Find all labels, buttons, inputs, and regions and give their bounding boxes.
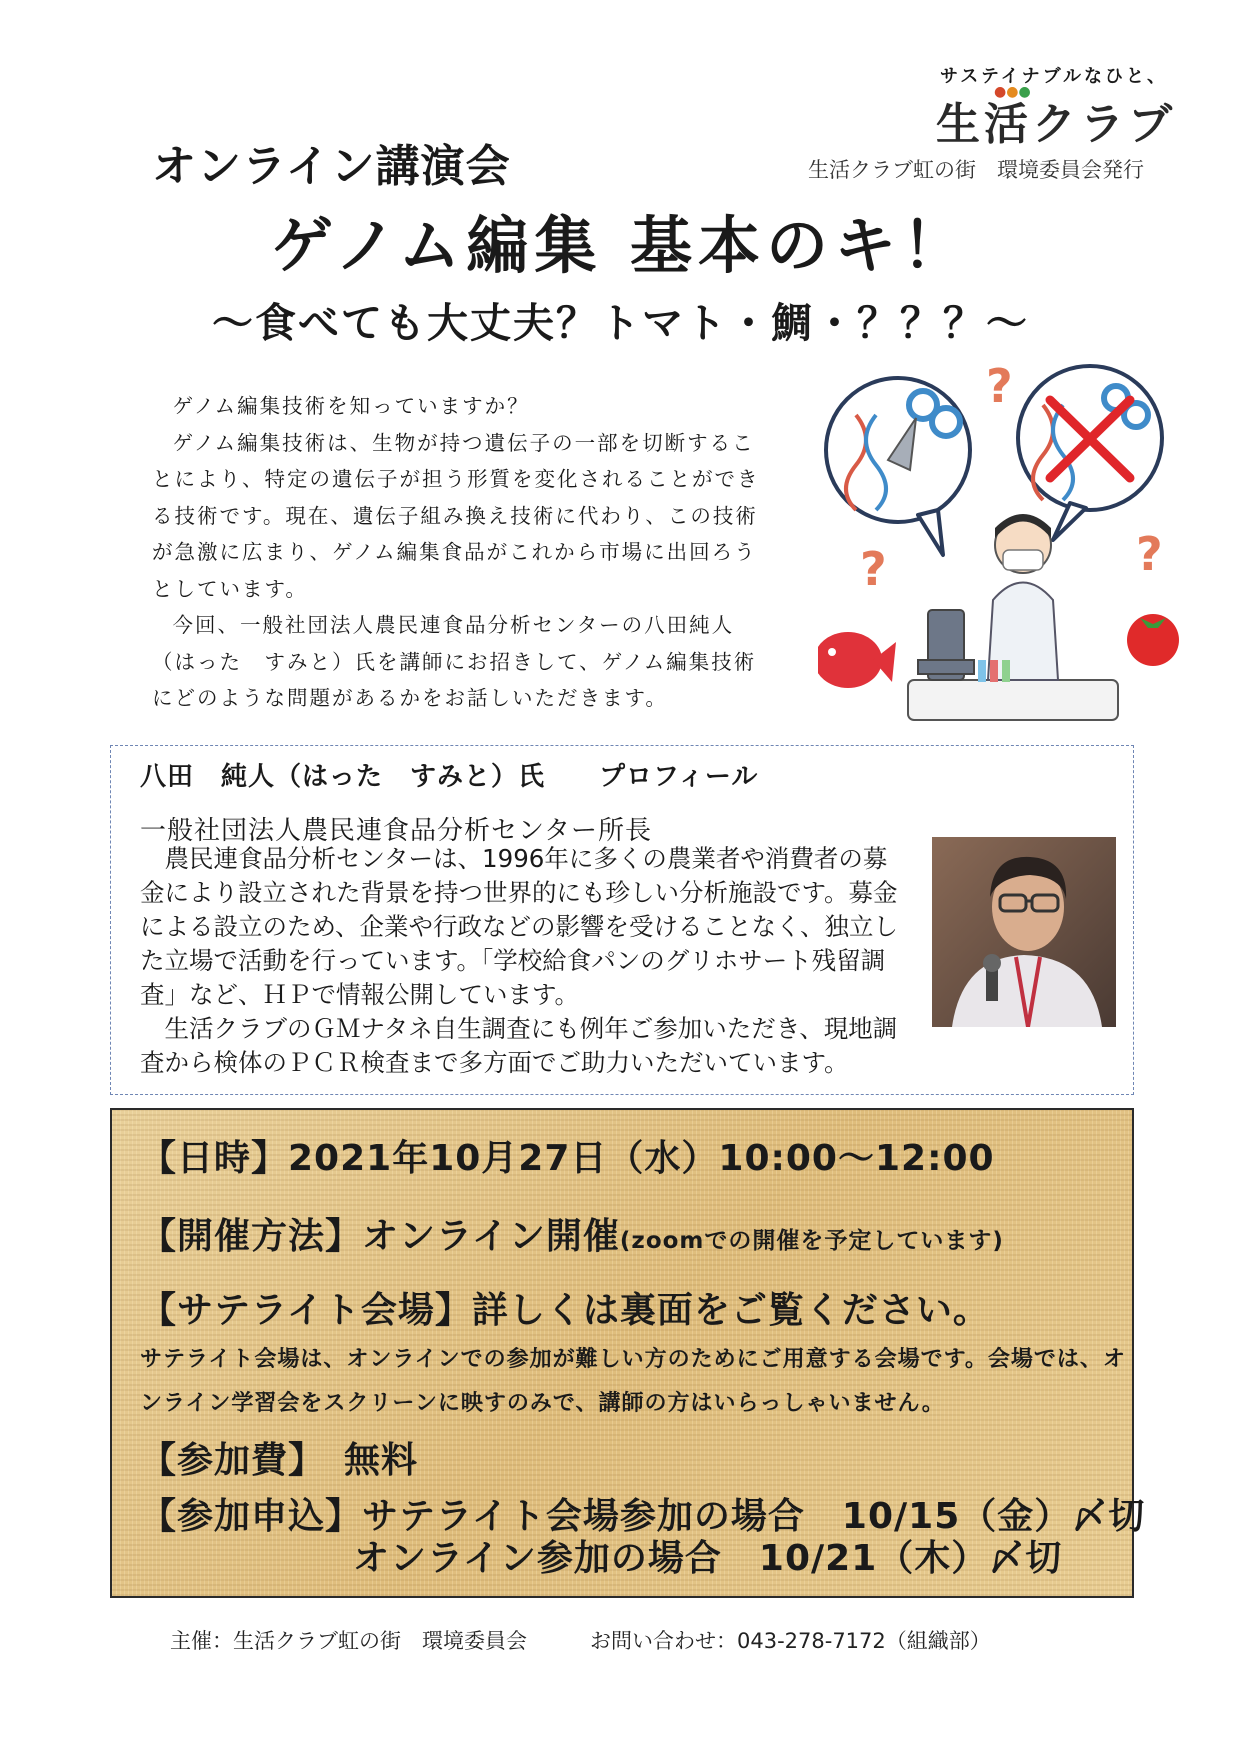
speaker-photo (932, 837, 1116, 1027)
profile-paragraph: 生活クラブのＧＭナタネ自生調査にも例年ご参加いただき、現地調査から検体のＰＣＲ検査まで多方面でご助力いただいています。 (140, 1014, 898, 1077)
profile-heading: 八田 純人（はった すみと）氏 プロフィール (140, 762, 759, 792)
intro-paragraph: 今回、一般社団法人農民連食品分析センターの八田純人（はった すみと）氏を講師にお招きして、ゲノム編集技術にどのような問題があるかをお話しいただきます。 (152, 613, 757, 710)
participation-fee: 【参加費】 無料 (140, 1440, 419, 1481)
event-method-label: 【開催方法】オンライン開催 (140, 1216, 620, 1257)
intro-paragraph: ゲノム編集技術を知っていますか？ (172, 394, 530, 418)
brand-logo-char: ラ (1080, 99, 1128, 150)
brand-accent-dot-icon: ● (1018, 84, 1031, 100)
brand-logo (936, 84, 1176, 152)
sea-bream-icon (818, 632, 896, 688)
question-mark-icon: ? (1136, 527, 1163, 581)
dna-cross-bubble (1018, 366, 1162, 540)
brand-issuer: 生活クラブ虹の街 環境委員会発行 (808, 158, 1144, 182)
question-mark-icon: ? (986, 360, 1013, 413)
intro-text (152, 388, 772, 717)
subtitle: ～食べても大丈夫？トマト・鯛・？？？～ (212, 299, 1029, 347)
brand-logo-char: 生 (936, 99, 984, 150)
brand-logo-char: ブ (1128, 99, 1176, 150)
footer-contact: 主催：生活クラブ虹の街 環境委員会 お問い合わせ：043-278-7172（組織部） (170, 1629, 991, 1653)
profile-organization: 一般社団法人農民連食品分析センター所長 (140, 816, 652, 846)
brand-logo-char: ク (1032, 99, 1080, 150)
brand-accent-dot-icon: ● (1006, 84, 1019, 100)
satellite-venue-note: サテライト会場は、オンラインでの参加が難しい方のためにご用意する会場です。会場では、オンライン学習会をスクリーンに映すのみで、講師の方はいらっしゃいません。 (140, 1347, 1126, 1416)
brand-logo-accent (994, 84, 1031, 100)
event-method-note: (zoomでの開催を予定しています) (619, 1228, 1004, 1254)
application-deadline-online: オンライン参加の場合 10/21（木）〆切 (353, 1538, 1063, 1579)
main-title: ゲノム編集 基本のキ！ (271, 209, 970, 282)
event-datetime: 【日時】2021年10月27日（水）10:00～12:00 (140, 1138, 995, 1179)
brand-logo-char: 活 (984, 99, 1032, 150)
scientist-illustration (818, 360, 1198, 730)
intro-paragraph: ゲノム編集技術は、生物が持つ遺伝子の一部を切断することにより、特定の遺伝子が担う形質を変化されることができる技術です。現在、遺伝子組み換え技術に代わり、この技術が急激に広まり、ゲノム編集食品がこれから市場に出回ろうとしています。 (152, 430, 760, 601)
question-mark-icon: ? (860, 542, 887, 596)
profile-body (140, 842, 910, 1080)
event-method (140, 1208, 1004, 1259)
satellite-venue: 【サテライト会場】詳しくは裏面をご覧ください。 (140, 1290, 990, 1331)
dna-scissors-bubble (826, 378, 970, 555)
brand-accent-dot-icon: ● (994, 84, 1007, 100)
tomato-icon (1127, 614, 1179, 666)
event-type-label: オンライン講演会 (152, 141, 511, 192)
brand-tagline: サステイナブルなひと、 (940, 66, 1168, 87)
profile-paragraph: 農民連食品分析センターは、1996年に多くの農業者や消費者の募金により設立された背景を持つ世界的にも珍しい分析施設です。募金による設立のため、企業や行政などの影響を受けることなく、独立した立場で活動を行っています。「学校給食パンのグリホサート残留調査」など、ＨＰで情報公開しています。 (140, 844, 899, 1009)
application-deadline-satellite: 【参加申込】サテライト会場参加の場合 10/15（金）〆切 (140, 1496, 1146, 1537)
